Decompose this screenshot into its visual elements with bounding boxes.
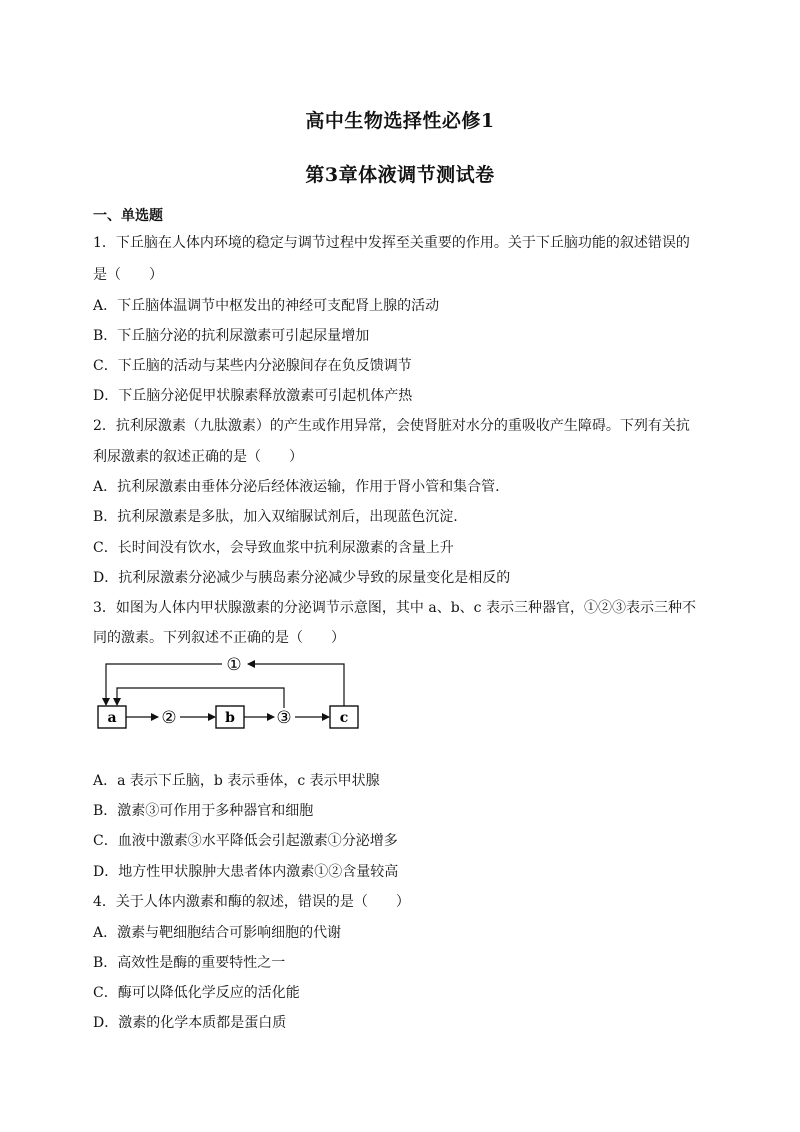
document-subtitle: 第3章体液调节测试卷 xyxy=(305,164,495,186)
box-c-label: c xyxy=(339,710,349,726)
question-2-stem-cont: 利尿激素的叙述正确的是（ ） xyxy=(93,449,303,465)
hormone-1-label: ① xyxy=(226,655,242,675)
document-title: 高中生物选择性必修1 xyxy=(305,110,495,132)
hormone-3-label: ③ xyxy=(276,708,292,728)
box-b-label: b xyxy=(225,710,235,726)
question-3-stem: 3．如图为人体内甲状腺激素的分泌调节示意图，其中 a、b、c 表示三种器官，①②③表示三种不 xyxy=(93,600,696,616)
question-4-option-d: D．激素的化学本质都是蛋白质 xyxy=(93,1015,287,1031)
question-4-option-b: B．高效性是酶的重要特性之一 xyxy=(93,955,286,971)
question-1-option-c: C．下丘脑的活动与某些内分泌腺间存在负反馈调节 xyxy=(93,358,412,374)
feedback-3-to-a xyxy=(117,688,284,708)
hormone-2-label: ② xyxy=(161,708,177,728)
question-1-option-b: B．下丘脑分泌的抗利尿激素可引起尿量增加 xyxy=(93,328,370,344)
question-3-option-c: C．血液中激素③水平降低会引起激素①分泌增多 xyxy=(93,833,398,849)
section-heading: 一、单选题 xyxy=(93,208,163,224)
question-4-option-a: A．激素与靶细胞结合可影响细胞的代谢 xyxy=(93,925,342,941)
question-2-option-c: C．长时间没有饮水，会导致血浆中抗利尿激素的含量上升 xyxy=(93,540,454,556)
question-2-option-b: B．抗利尿激素是多肽，加入双缩脲试剂后，出现蓝色沉淀. xyxy=(93,509,458,525)
question-3-stem-cont: 同的激素。下列叙述不正确的是（ ） xyxy=(93,630,345,646)
arrow-1-to-a xyxy=(106,664,222,705)
question-3-option-a: A．a 表示下丘脑，b 表示垂体，c 表示甲状腺 xyxy=(93,773,380,789)
arrow-c-to-1 xyxy=(248,664,344,706)
question-3-option-d: D．地方性甲状腺肿大患者体内激素①②含量较高 xyxy=(93,864,399,880)
question-1-option-a: A．下丘脑体温调节中枢发出的神经可支配肾上腺的活动 xyxy=(93,298,440,314)
question-1-stem-cont: 是（ ） xyxy=(93,267,163,283)
question-2-option-d: D．抗利尿激素分泌减少与胰岛素分泌减少导致的尿量变化是相反的 xyxy=(93,570,511,586)
question-1-stem: 1．下丘脑在人体内环境的稳定与调节过程中发挥至关重要的作用。关于下丘脑功能的叙述错误的 xyxy=(93,235,690,251)
question-4-stem: 4．关于人体内激素和酶的叙述，错误的是（ ） xyxy=(93,894,410,910)
box-a-label: a xyxy=(107,710,117,726)
diagram-svg xyxy=(88,650,378,740)
question-3-option-b: B．激素③可作用于多种器官和细胞 xyxy=(93,803,314,819)
question-1-option-d: D．下丘脑分泌促甲状腺素释放激素可引起机体产热 xyxy=(93,388,413,404)
question-4-option-c: C．酶可以降低化学反应的活化能 xyxy=(93,985,300,1001)
question-2-stem: 2．抗利尿激素（九肽激素）的产生或作用异常，会使肾脏对水分的重吸收产生障碍。下列有关抗 xyxy=(93,418,690,434)
question-2-option-a: A．抗利尿激素由垂体分泌后经体液运输，作用于肾小管和集合管. xyxy=(93,479,500,495)
thyroid-regulation-diagram xyxy=(88,650,378,740)
